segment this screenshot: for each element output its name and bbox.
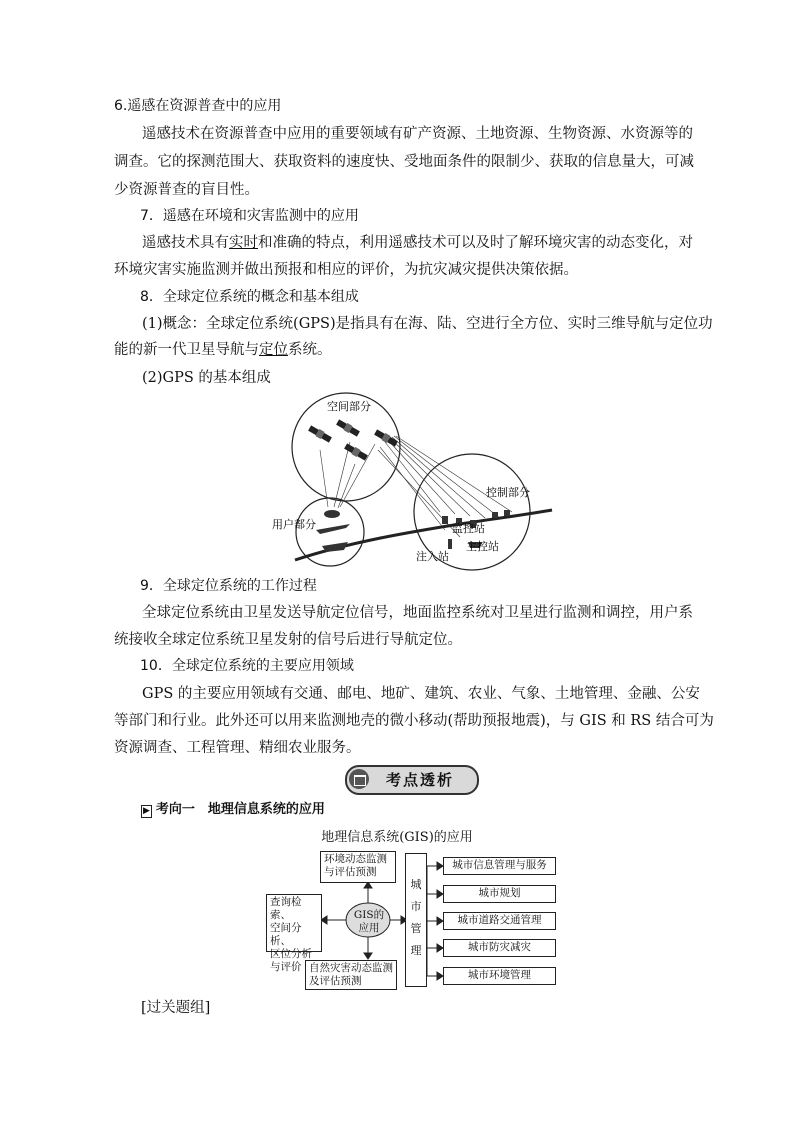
injection-station-label: 注入站	[416, 550, 449, 563]
direction-heading	[141, 798, 325, 818]
env-monitoring-box: 环境动态监测 与评估预测	[320, 851, 396, 883]
section-6-line-3: 少资源普查的盲目性。	[114, 182, 259, 198]
section-10-line-2: 等部门和行业。此外还可以用来监测地壳的微小移动(帮助预报地震)，与 GIS 和 RS 结合可为	[114, 713, 714, 729]
gps-composition-figure	[260, 392, 560, 572]
section-7-line-1	[142, 233, 693, 253]
section-10-line-3: 资源调查、工程管理、精细农业服务。	[114, 740, 361, 756]
query-analysis-box: 查询检索、 空间分析、 区位分析 与评价	[266, 894, 322, 952]
monitor-station-label: 监控站	[452, 522, 485, 535]
section-9-line-2: 统接收全球定位系统卫星发射的信号后进行导航定位。	[114, 632, 462, 648]
city-item-1: 城市信息管理与服务	[443, 857, 556, 875]
section-6-heading: 6.遥感在资源普查中的应用	[114, 98, 282, 114]
control-segment-label: 控制部分	[486, 486, 530, 499]
master-station-label: 主控站	[466, 540, 499, 553]
section-10-heading: 10．全球定位系统的主要应用领域	[140, 658, 354, 674]
direction-label: 考向一 地理信息系统的应用	[155, 802, 325, 817]
text-run: 和准确的特点，利用遥感技术可以及时了解环境灾害的动态变化，对	[258, 235, 693, 251]
city-management-box: 城 市 管 理	[405, 853, 427, 987]
user-vehicle-icons	[316, 510, 350, 552]
satellite-icons	[308, 419, 399, 462]
section-6-line-2: 调查。它的探测范围大、获取资料的速度快、受地面条件的限制少、获取的信息量大，可减	[114, 154, 694, 170]
play-marker-icon: ▶	[143, 806, 150, 816]
section-7-line-2: 环境灾害实施监测并做出预报和相应的评价，为抗灾减灾提供决策依据。	[114, 262, 578, 278]
city-item-2: 城市规划	[443, 885, 556, 903]
section-7-heading: 7．遥感在环境和灾害监测中的应用	[140, 208, 359, 224]
city-item-5: 城市环境管理	[443, 967, 556, 985]
text-run: 遥感技术具有	[142, 235, 229, 251]
section-8-heading: 8．全球定位系统的概念和基本组成	[140, 289, 359, 305]
flowchart-title: 地理信息系统(GIS)的应用	[321, 830, 473, 845]
section-10-line-1: GPS 的主要应用领域有交通、邮电、地矿、建筑、农业、气象、土地管理、金融、公安	[142, 686, 700, 702]
section-9-line-1: 全球定位系统由卫星发送导航定位信号，地面监控系统对卫星进行监测和调控，用户系	[142, 605, 693, 621]
text-run: 系统。	[288, 342, 332, 358]
city-item-3: 城市道路交通管理	[443, 912, 556, 930]
section-8-line-1: (1)概念：全球定位系统(GPS)是指具有在海、陆、空进行全方位、实时三维导航与定位功	[142, 316, 713, 332]
section-9-heading: 9．全球定位系统的工作过程	[140, 578, 317, 594]
space-segment-label: 空间部分	[327, 400, 371, 413]
section-6-line-1: 遥感技术在资源普查中应用的重要领域有矿产资源、土地资源、生物资源、水资源等的	[142, 126, 693, 142]
text-run: 能的新一代卫星导航与	[114, 342, 259, 358]
badge-label: 考点透析	[385, 771, 454, 789]
section-8-line-2	[114, 340, 332, 360]
gis-center-label: GIS的 应用	[353, 909, 385, 934]
city-item-4: 城市防灾减灾	[443, 939, 556, 957]
practice-group-label: [过关题组]	[141, 1000, 211, 1016]
disaster-monitoring-box: 自然灾害动态监测 及评估预测	[305, 960, 397, 990]
key-point-badge	[345, 765, 479, 795]
user-segment-label: 用户部分	[272, 518, 316, 531]
underlined-term: 定位	[259, 342, 288, 358]
section-8-line-3: (2)GPS 的基本组成	[142, 370, 271, 386]
underlined-term: 实时	[229, 235, 258, 251]
